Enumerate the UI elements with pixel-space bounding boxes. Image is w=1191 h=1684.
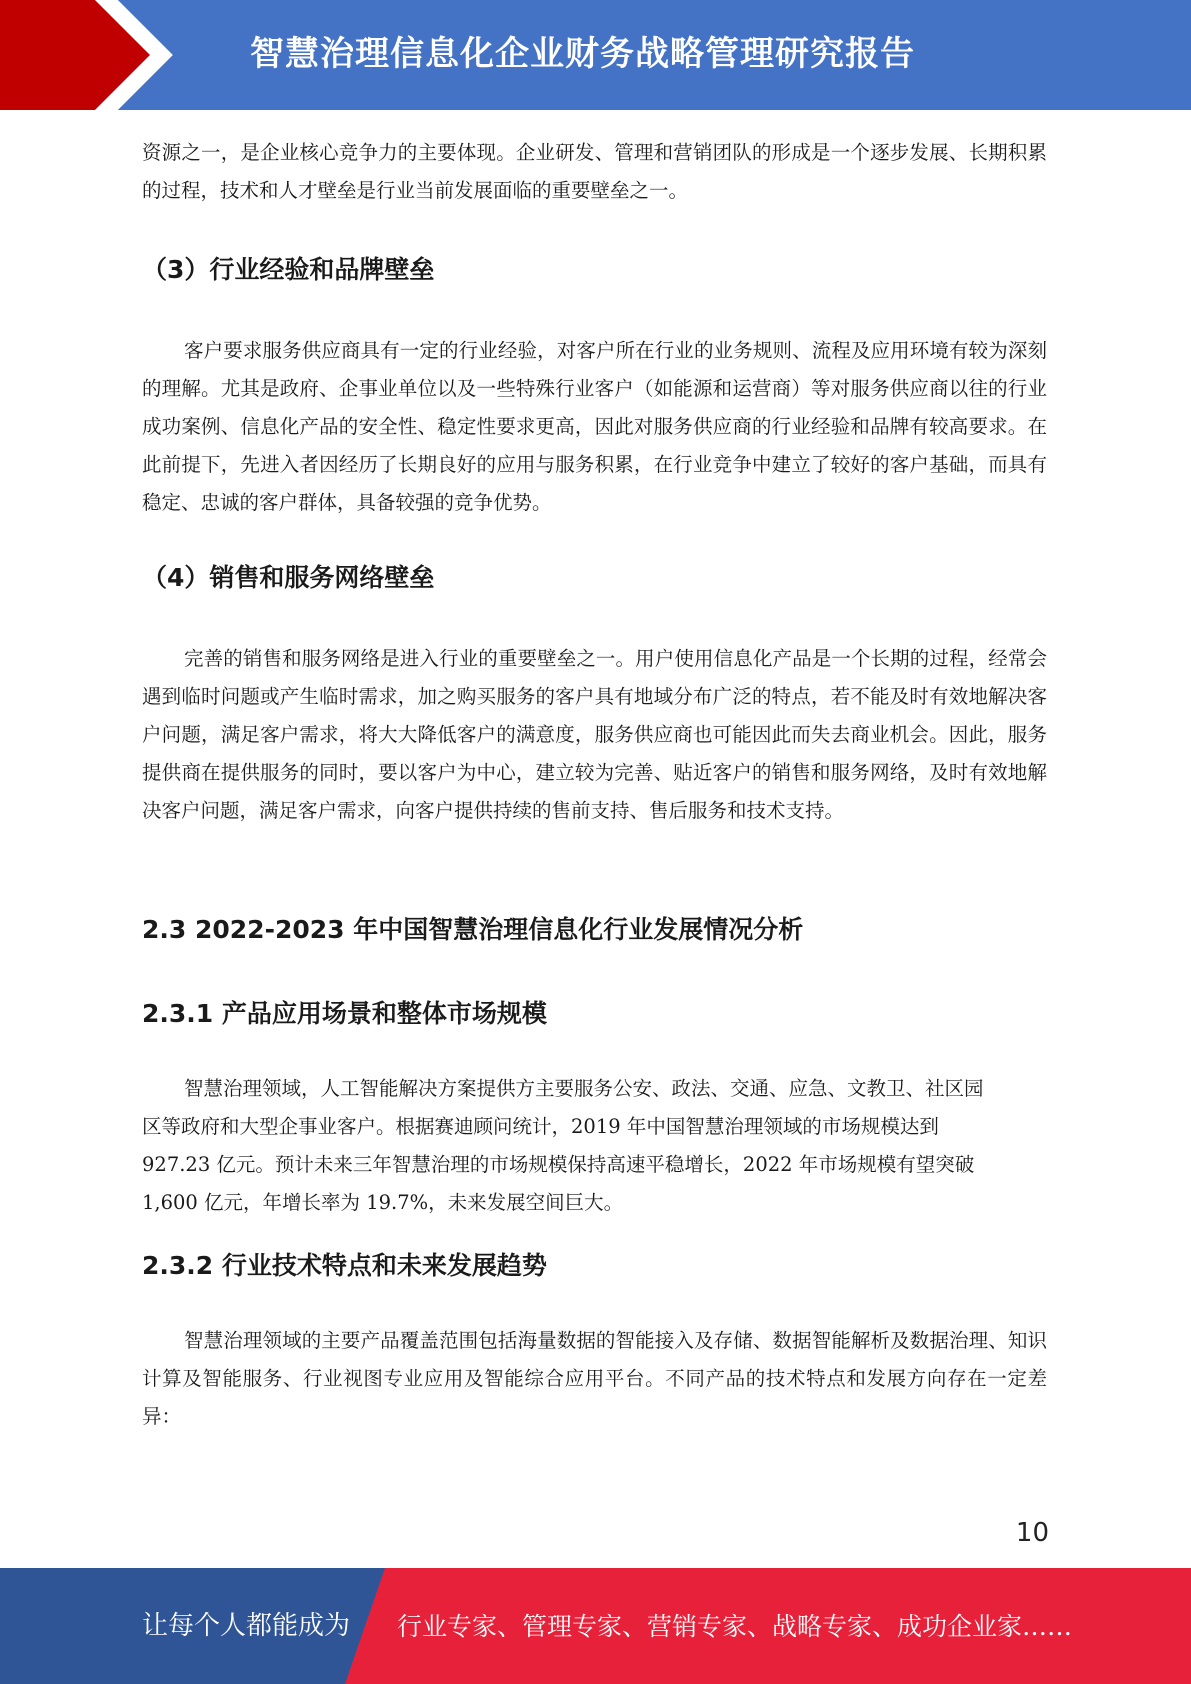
page-number: 10 [1015, 1518, 1049, 1548]
page-content [142, 130, 1047, 1436]
paragraph-line: 1,600 亿元，年增长率为 19.7%，未来发展空间巨大。 [142, 1191, 624, 1214]
paragraph: 客户要求服务供应商具有一定的行业经验，对客户所在行业的业务规则、流程及应用环境有较为深刻的理解。尤其是政府、企事业单位以及一些特殊行业客户（如能源和运营商）等对服务供应商以往的行业成功案例、信息化产品的安全性、稳定性要求更高，因此对服务供应商的行业经验和品牌有较高要求。在此前提下，先进入者因经历了长期良好的应用与服务积累，在行业竞争中建立了较好的客户基础，而具有稳定、忠诚的客户群体，具备较强的竞争优势。 [142, 339, 1047, 514]
section-heading-2-3-2: 2.3.2 行业技术特点和未来发展趋势 [142, 1251, 547, 1280]
paragraph-line: 智慧治理领域，人工智能解决方案提供方主要服务公安、政法、交通、应急、文教卫、社区园 [184, 1077, 984, 1100]
paragraph: 完善的销售和服务网络是进入行业的重要壁垒之一。用户使用信息化产品是一个长期的过程，经常会遇到临时问题或产生临时需求，加之购买服务的客户具有地域分布广泛的特点，若不能及时有效地解决客户问题，满足客户需求，将大大降低客户的满意度，服务供应商也可能因此而失去商业机会。因此，服务提供商在提供服务的同时，要以客户为中心，建立较为完善、贴近客户的销售和服务网络，及时有效地解决客户问题，满足客户需求，向客户提供持续的售前支持、售后服务和技术支持。 [142, 647, 1047, 822]
section-heading-2-3-1: 2.3.1 产品应用场景和整体市场规模 [142, 999, 547, 1028]
report-title: 智慧治理信息化企业财务战略管理研究报告 [250, 34, 915, 74]
market-size-paragraph [142, 1070, 1047, 1222]
section-heading-2-3: 2.3 2022-2023 年中国智慧治理信息化行业发展情况分析 [142, 915, 804, 944]
footer-slogan-right: 行业专家、管理专家、营销专家、战略专家、成功企业家…… [397, 1612, 1073, 1641]
paragraph-line: 927.23 亿元。预计未来三年智慧治理的市场规模保持高速平稳增长，2022 年市场规模有望突破 [142, 1153, 975, 1176]
page-header [0, 0, 1191, 110]
paragraph: 智慧治理领域的主要产品覆盖范围包括海量数据的智能接入及存储、数据智能解析及数据治理、知识计算及智能服务、行业视图专业应用及智能综合应用平台。不同产品的技术特点和发展方向存在一定差异： [142, 1329, 1047, 1428]
paragraph: 资源之一，是企业核心竞争力的主要体现。企业研发、管理和营销团队的形成是一个逐步发展、长期积累的过程，技术和人才壁垒是行业当前发展面临的重要壁垒之一。 [142, 141, 1047, 202]
subheading-brand-barrier: （3）行业经验和品牌壁垒 [142, 255, 435, 284]
paragraph-line: 区等政府和大型企事业客户。根据赛迪顾问统计，2019 年中国智慧治理领域的市场规模达到 [142, 1115, 939, 1138]
page-footer [0, 1568, 1191, 1684]
footer-slogan-left: 让每个人都能成为 [142, 1611, 351, 1641]
subheading-sales-network-barrier: （4）销售和服务网络壁垒 [142, 563, 435, 592]
